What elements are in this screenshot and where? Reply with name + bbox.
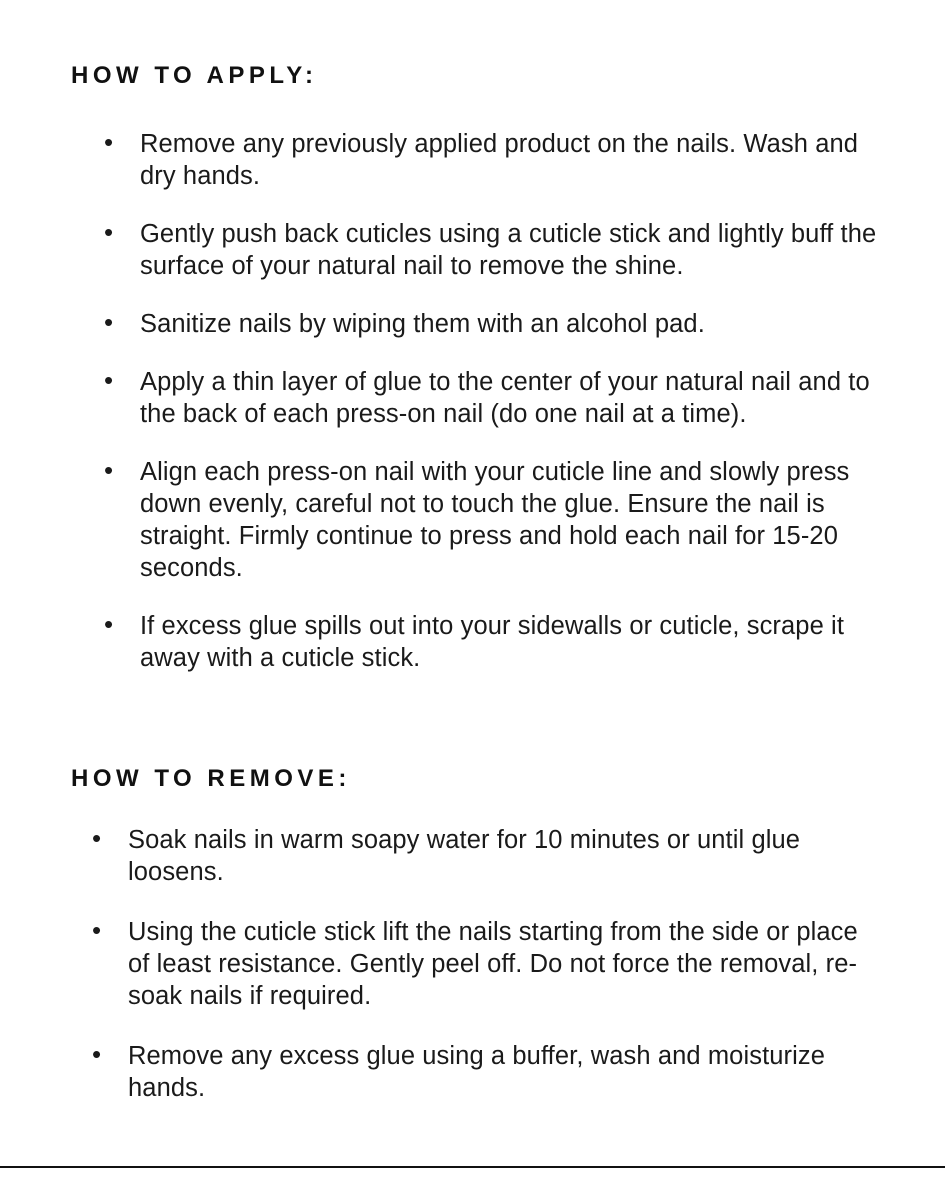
how-to-remove-heading: HOW TO REMOVE: — [71, 765, 351, 792]
list-item: • Soak nails in warm soapy water for 10 minutes or until glue loosens. — [84, 824, 884, 888]
list-item: • Using the cuticle stick lift the nails starting from the side or place of least resistance. Gently peel off. Do not force the removal, re-soak nails if required. — [84, 916, 884, 1012]
list-item: • Align each press-on nail with your cuticle line and slowly press down evenly, careful not to touch the glue. Ensure the nail is straight. Firmly continue to press and hold each nail for 15-20 seconds. — [96, 456, 886, 584]
list-item: • If excess glue spills out into your sidewalls or cuticle, scrape it away with a cuticle stick. — [96, 610, 886, 674]
list-item: • Apply a thin layer of glue to the center of your natural nail and to the back of each press-on nail (do one nail at a time). — [96, 366, 886, 430]
how-to-apply-steps — [96, 128, 886, 700]
list-item: • Remove any excess glue using a buffer, wash and moisturize hands. — [84, 1040, 884, 1104]
bottom-divider — [0, 1166, 945, 1168]
list-item: • Sanitize nails by wiping them with an alcohol pad. — [96, 308, 886, 340]
list-item: • Gently push back cuticles using a cuticle stick and lightly buff the surface of your natural nail to remove the shine. — [96, 218, 886, 282]
list-item: • Remove any previously applied product on the nails. Wash and dry hands. — [96, 128, 886, 192]
how-to-apply-heading: HOW TO APPLY: — [71, 62, 318, 89]
how-to-remove-steps — [84, 824, 884, 1132]
